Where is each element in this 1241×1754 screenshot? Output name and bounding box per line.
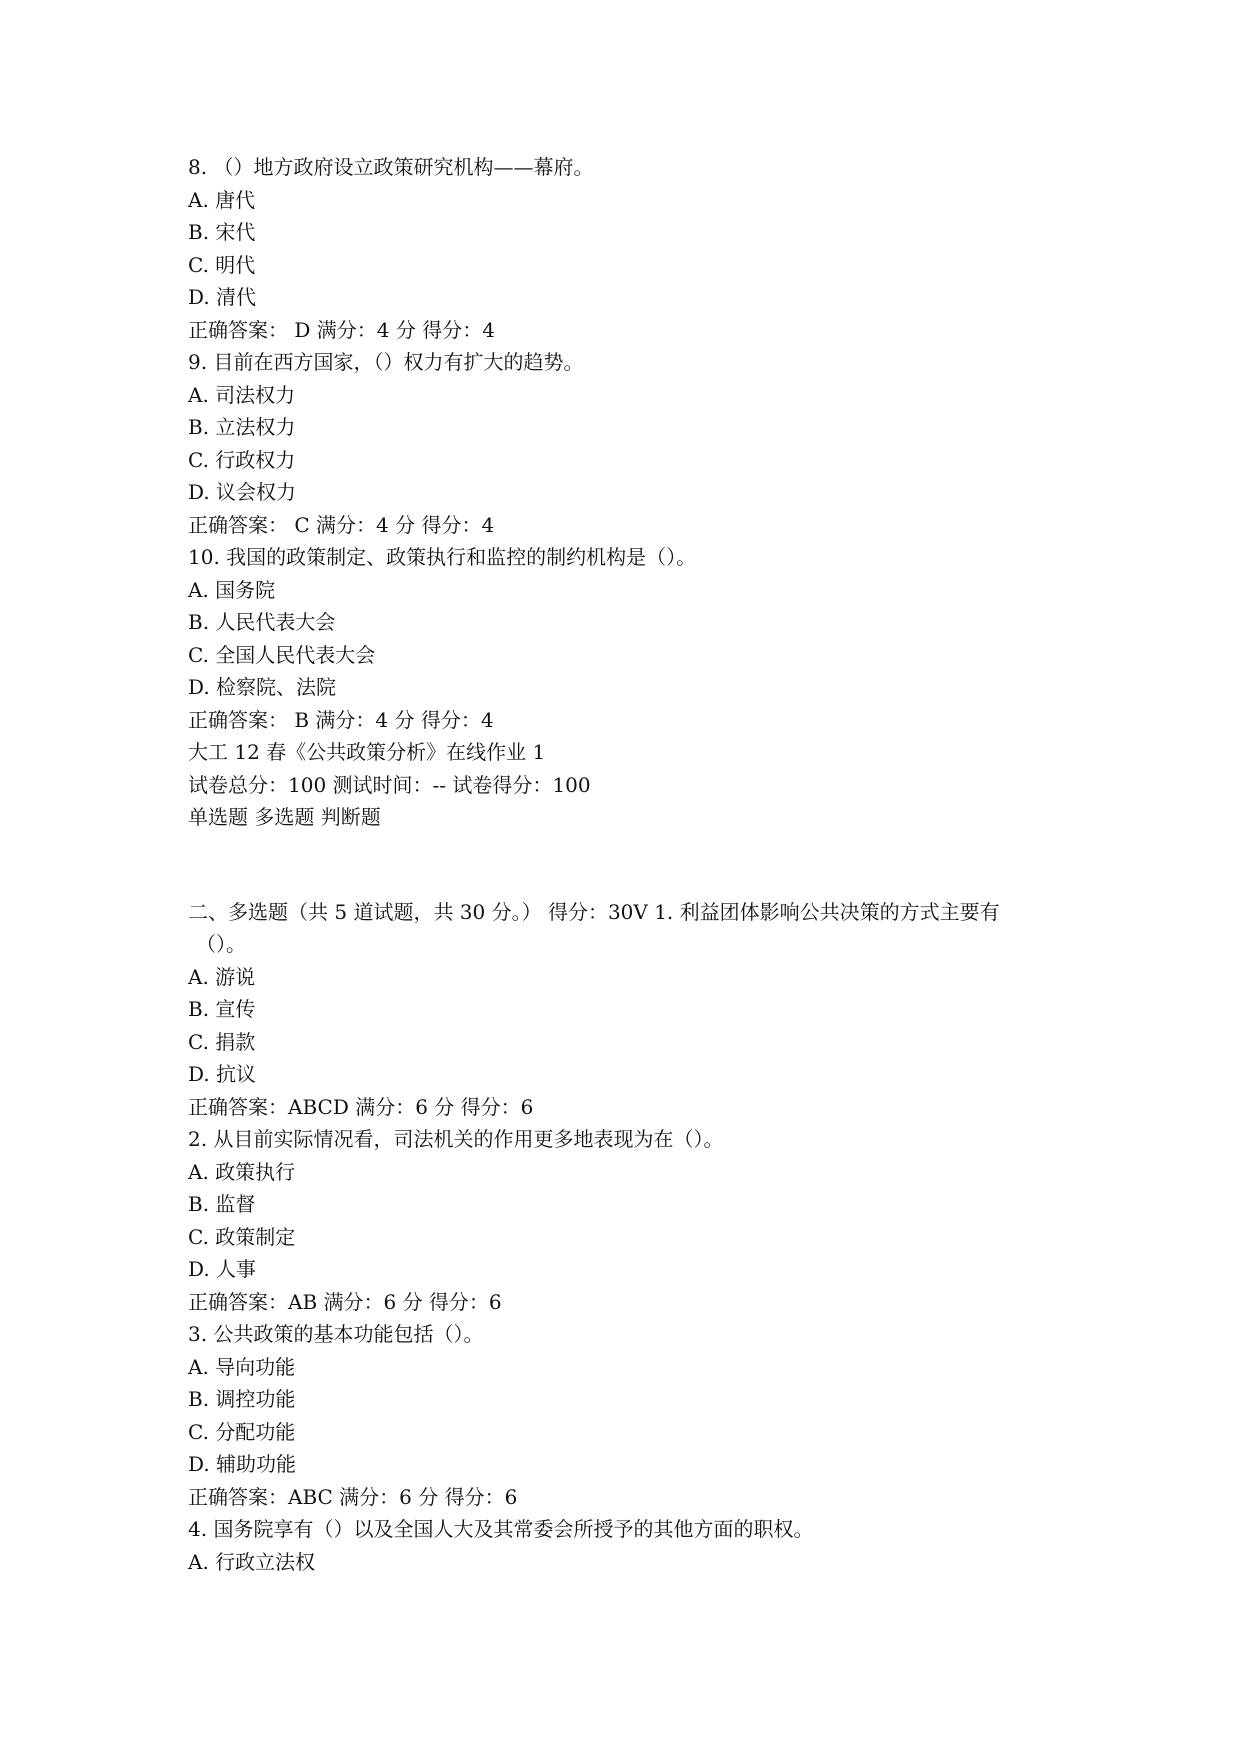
option-line: C. 分配功能 bbox=[188, 1419, 296, 1444]
question-line: 4. 国务院享有（）以及全国人大及其常委会所授予的其他方面的职权。 bbox=[188, 1517, 814, 1541]
option-line: C. 全国人民代表大会 bbox=[188, 642, 376, 667]
question-line: 3. 公共政策的基本功能包括（）。 bbox=[188, 1322, 484, 1346]
question-line: 2. 从目前实际情况看，司法机关的作用更多地表现为在（）。 bbox=[188, 1127, 724, 1151]
option-line: A. 国务院 bbox=[188, 577, 276, 602]
multi-choice-header: 二、多选题（共 5 道试题，共 30 分。） 得分：30V 1. 利益团体影响公共决策的方式主要有 bbox=[188, 899, 1000, 924]
text-line: 试卷总分：100 测试时间：-- 试卷得分：100 bbox=[188, 772, 591, 797]
option-line: D. 清代 bbox=[188, 285, 257, 309]
multi-choice-header-continued: （）。 bbox=[196, 932, 246, 956]
option-line: D. 辅助功能 bbox=[188, 1452, 297, 1476]
option-line: B. 宣传 bbox=[188, 997, 256, 1021]
option-line: A. 唐代 bbox=[188, 187, 256, 212]
option-line: B. 调控功能 bbox=[188, 1387, 296, 1411]
multi-choice-section bbox=[188, 961, 1068, 1579]
answer-line: 正确答案： C 满分：4 分 得分：4 bbox=[188, 512, 495, 537]
document-body bbox=[188, 151, 1068, 1578]
option-line: D. 抗议 bbox=[188, 1062, 257, 1086]
answer-line: 正确答案：ABCD 满分：6 分 得分：6 bbox=[188, 1094, 534, 1119]
option-line: B. 立法权力 bbox=[188, 415, 296, 439]
option-line: D. 议会权力 bbox=[188, 480, 297, 504]
question-line: 10. 我国的政策制定、政策执行和监控的制约机构是（）。 bbox=[188, 545, 697, 569]
answer-line: 正确答案： B 满分：4 分 得分：4 bbox=[188, 707, 494, 732]
option-line: A. 政策执行 bbox=[188, 1159, 296, 1184]
answer-line: 正确答案：AB 满分：6 分 得分：6 bbox=[188, 1289, 502, 1314]
option-line: A. 导向功能 bbox=[188, 1354, 296, 1379]
answer-line: 正确答案： D 满分：4 分 得分：4 bbox=[188, 317, 495, 342]
option-line: D. 检察院、法院 bbox=[188, 675, 337, 699]
section-gap bbox=[188, 834, 1068, 896]
answer-line: 正确答案：ABC 满分：6 分 得分：6 bbox=[188, 1484, 518, 1509]
option-line: B. 宋代 bbox=[188, 220, 256, 244]
text-line: 大工 12 春《公共政策分析》在线作业 1 bbox=[188, 740, 546, 764]
option-line: B. 人民代表大会 bbox=[188, 610, 336, 634]
option-line: A. 行政立法权 bbox=[188, 1549, 316, 1574]
option-line: C. 政策制定 bbox=[188, 1224, 296, 1249]
single-choice-section bbox=[188, 151, 1068, 834]
option-line: C. 明代 bbox=[188, 252, 256, 277]
question-line: 8. （）地方政府设立政策研究机构——幕府。 bbox=[188, 155, 594, 179]
option-line: A. 司法权力 bbox=[188, 382, 296, 407]
question-line: 9. 目前在西方国家，（）权力有扩大的趋势。 bbox=[188, 350, 584, 374]
option-line: D. 人事 bbox=[188, 1257, 257, 1281]
option-line: A. 游说 bbox=[188, 964, 256, 989]
option-line: C. 行政权力 bbox=[188, 447, 296, 472]
option-line: C. 捐款 bbox=[188, 1029, 256, 1054]
text-line: 单选题 多选题 判断题 bbox=[188, 805, 381, 829]
option-line: B. 监督 bbox=[188, 1192, 256, 1216]
